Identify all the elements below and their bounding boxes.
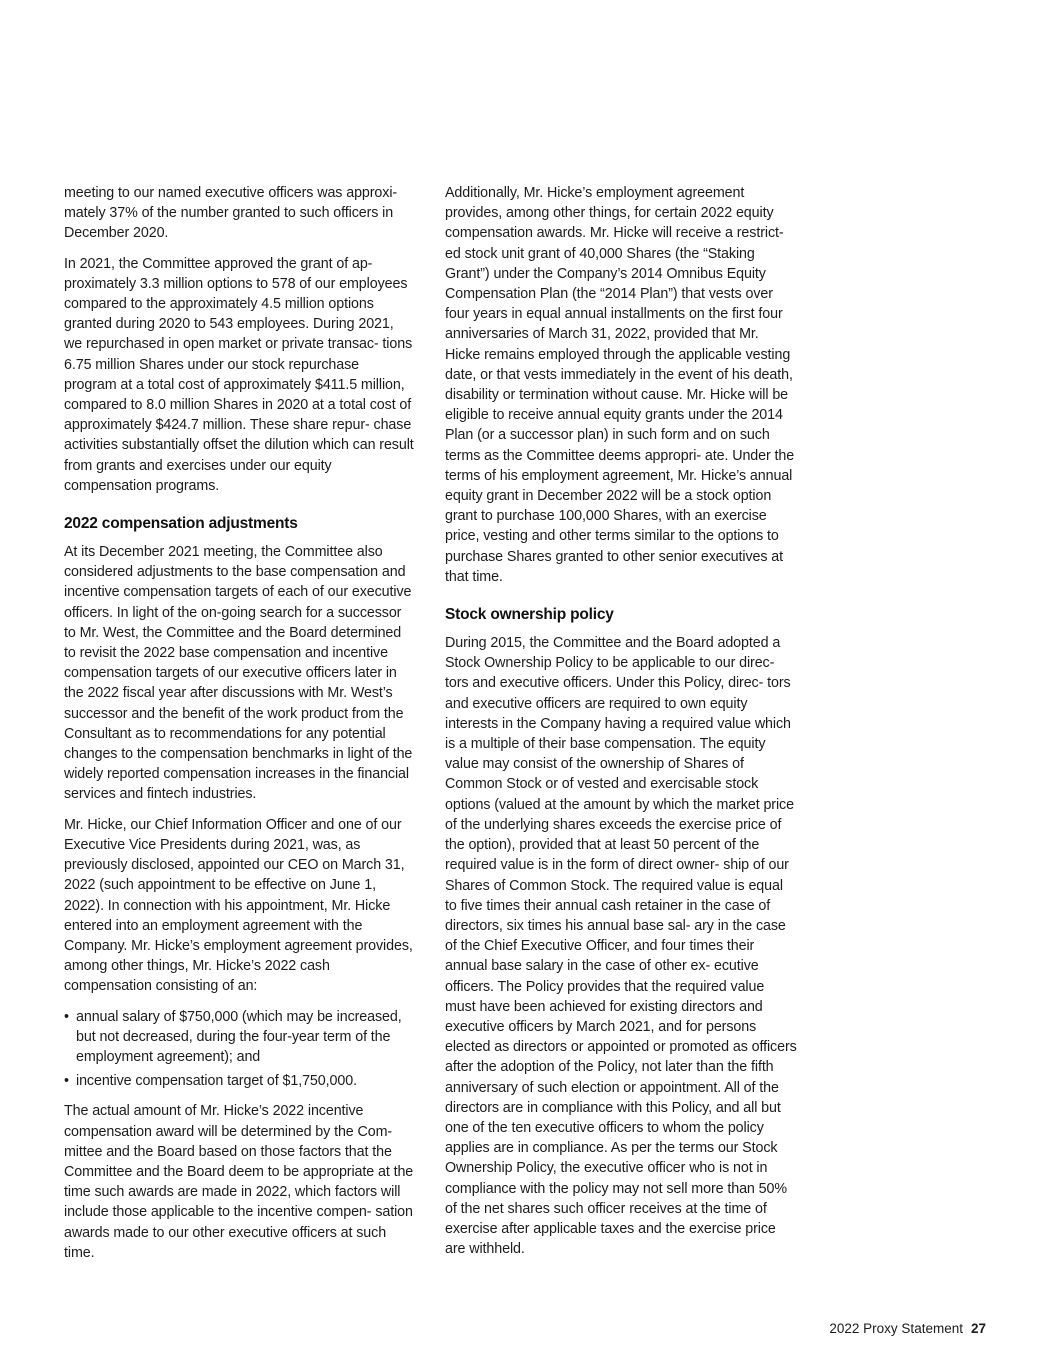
section-heading-compensation-adjustments: 2022 compensation adjustments [64,515,298,533]
list-item [64,1007,414,1068]
list-item-text: incentive compensation target of $1,750,000. [76,1073,357,1090]
paragraph: The actual amount of Mr. Hicke’s 2022 incentive compensation award will be determined by the Com- mittee and the Board based on those factors that the Committee and the Board deem to be appropriate at the time such awards are made in 2022, which factors will include those applicable to the incentive compen- sation awards made to our other executive officers at such time. [64,1103,414,1261]
paragraph: meeting to our named executive officers was approxi- mately 37% of the number granted to such officers in December 2020. [64,185,398,242]
page-footer [829,1320,986,1338]
paragraph: At its December 2021 meeting, the Committee also considered adjustments to the base compensation and incentive compensation targets of each of our executive officers. In light of the on-going search for a successor to Mr. West, the Committee and the Board determined to revisit the 2022 base compensation and incentive compensation targets of our executive officers later in the 2022 fiscal year after discussions with Mr. West’s successor and the benefit of the work product from the Consultant as to recommendations for any potential changes to the compensation benchmarks in light of the widely reported compensation increases in the financial services and fintech industries. [64,544,413,803]
paragraph: During 2015, the Committee and the Board adopted a Stock Ownership Policy to be applicable to our direc- tors and executive officers. Under this Policy, direc- tors and executive officers are required to own equity interests in the Company having a required value which is a multiple of their base compensation. The equity value may consist of the ownership of Shares of Common Stock or of vested and exercisable stock options (valued at the amount by which the market price of the underlying shares exceeds the exercise price of the option), provided that at least 50 percent of the required value is in the form of direct owner- ship of our Shares of Common Stock. The required value is equal to five times their annual cash retainer in the case of directors, six times his annual base sal- ary in the case of the Chief Executive Officer, and four times their annual base salary in the case of other ex- ecutive officers. The Policy provides that the required value must have been achieved for existing directors and executive officers by March 2021, and for persons elected as directors or appointed or promoted as officers after the adoption of the Policy, not later than the fifth anniversary of such election or appointment. All of the directors are in compliance with this Policy, and all but one of the ten executive officers to whom the policy applies are in compliance. As per the terms our Stock Ownership Policy, the executive officer who is not in compliance with the policy may not sell more than 50% of the net shares such officer receives at the time of exercise after applicable taxes and the exercise price are withheld. [445,635,797,1258]
list-item-text: annual salary of $750,000 (which may be increased, but not decreased, during the four-year term of the employment agreement); and [76,1008,402,1065]
footer-label: 2022 Proxy Statement [829,1321,963,1336]
list-item [64,1071,414,1091]
bullet-icon: • [64,1008,69,1025]
page-number: 27 [970,1321,986,1336]
left-column [64,183,414,1273]
bullet-icon: • [64,1073,69,1090]
paragraph: In 2021, the Committee approved the grant of ap- proximately 3.3 million options to 578 of our employees compared to the approximately 4.5 million options granted during 2020 to 543 employees. During 2021, we repurchased in open market or private transac- tions 6.75 million Shares under our stock repurchase program at a total cost of approximately $411.5 million, compared to 8.0 million Shares in 2020 at a total cost of approximately $424.7 million. These share repur- chase activities substantially offset the dilution which can result from grants and exercises under our equity compensation programs. [64,255,414,494]
paragraph: Mr. Hicke, our Chief Information Officer and one of our Executive Vice Presidents during 2021, was, as previously disclosed, appointed our CEO on March 31, 2022 (such appointment to be effective on June 1, 2022). In connection with his appointment, Mr. Hicke entered into an employment agreement with the Company. Mr. Hicke’s employment agreement provides, among other things, Mr. Hicke’s 2022 cash compensation consisting of an: [64,816,413,995]
right-column [445,183,797,1269]
section-heading-stock-ownership-policy: Stock ownership policy [445,606,614,624]
paragraph: Additionally, Mr. Hicke’s employment agreement provides, among other things, for certain 2022 equity compensation awards. Mr. Hicke will receive a restrict- ed stock unit grant of 40,000 Shares (the “Staking Grant”) under the Company’s 2014 Omnibus Equity Compensation Plan (the “2014 Plan”) that vests over four years in equal annual installments on the first four anniversaries of March 31, 2022, provided that Mr. Hicke remains employed through the applicable vesting date, or that vests immediately in the event of his death, disability or termination without cause. Mr. Hicke will be eligible to receive annual equity grants under the 2014 Plan (or a successor plan) in such form and on such terms as the Committee deems appropri- ate. Under the terms of his employment agreement, Mr. Hicke’s annual equity grant in December 2022 will be a stock option grant to purchase 100,000 Shares, with an exercise price, vesting and other terms similar to the options to purchase Shares granted to other senior executives at that time. [445,185,795,585]
compensation-bullet-list [64,1007,414,1092]
